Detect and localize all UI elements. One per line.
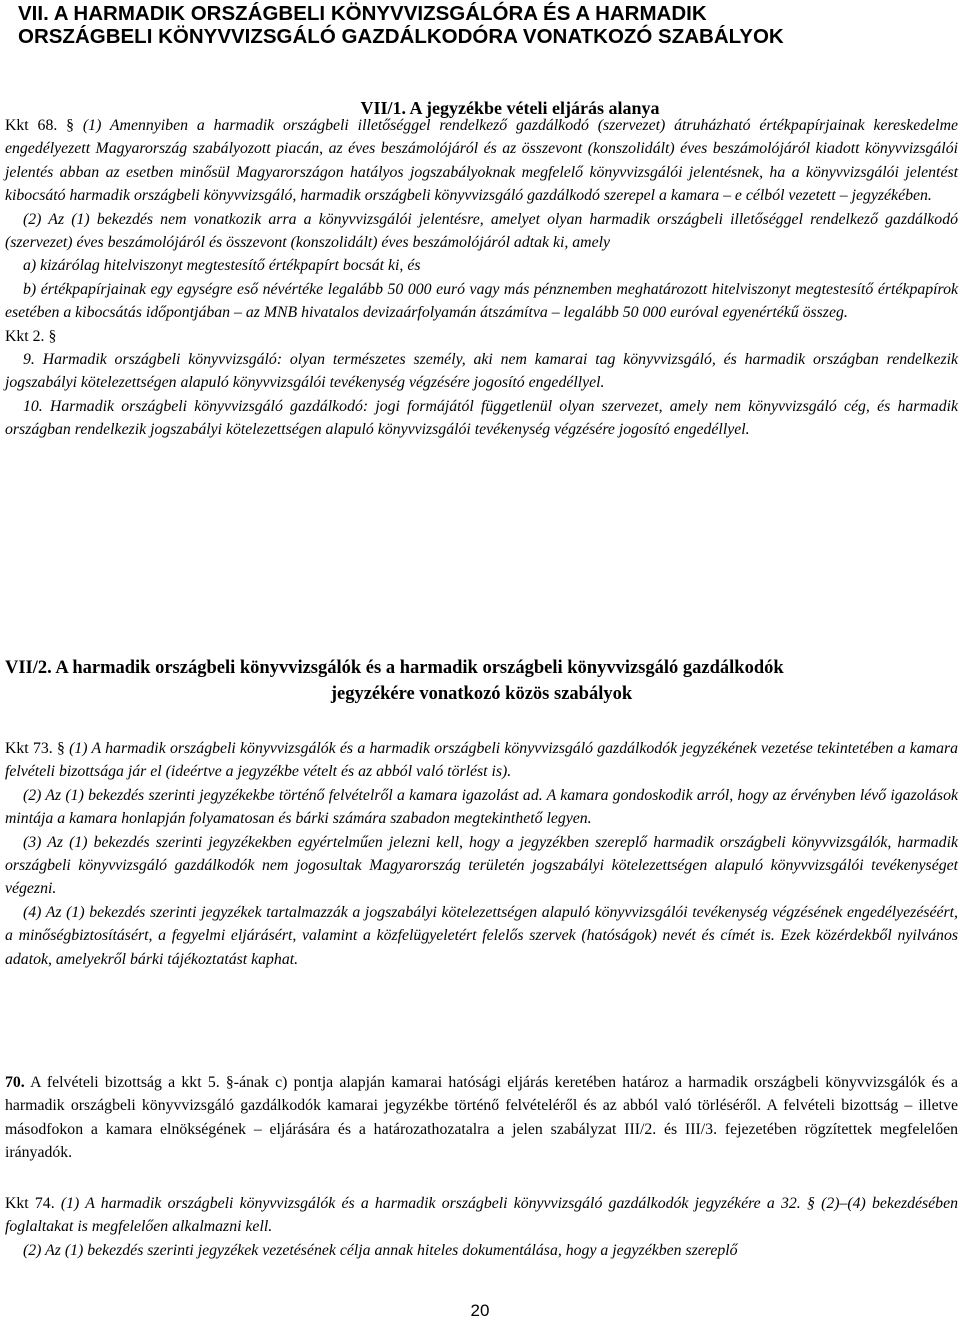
kkt73-paragraph-3: (3) Az (1) bekezdés szerinti jegyzékekben egyértelműen jelezni kell, hogy a jegyzékben szereplő harmadik országbeli könyvvizsgálók, harmadik országbeli könyvvizsgáló gazdálkodók nem jogosultak Magyarország területén jogszabályi kötelezettségen alapuló könyvvizsgálói tevékenységet végezni. — [5, 833, 958, 898]
section-heading-vii-2 — [5, 655, 958, 707]
section-heading-vii-1: VII/1. A jegyzékbe vételi eljárás alanya — [360, 98, 660, 118]
chapter-title-line-2: ORSZÁGBELI KÖNYVVIZSGÁLÓ GAZDÁLKODÓRA VONATKOZÓ SZABÁLYOK — [18, 25, 784, 48]
kkt73-block — [5, 737, 958, 971]
paragraph-70-number: 70. — [5, 1074, 25, 1091]
section-heading-vii-2-line-1: VII/2. A harmadik országbeli könyvvizsgálók és a harmadik országbeli könyvvizsgáló gazdálkodók — [5, 658, 784, 678]
paragraph-70: 70. A felvételi bizottság a kkt 5. §-ának c) pontja alapján kamarai hatósági eljárás keretében határoz a harmadik országbeli könyvvizsgálók és a harmadik országbeli könyvvizsgáló gazdálkodók kamarai jegyzékbe történő felvételéről és az abból való törléséről. A felvételi bizottság – illetve másodfokon a kamara elnökségének – eljárására és a határozathozatalra a jelen szabályzat III/2. és III/3. fejezetében rögzítettek megfelelően irányadók. — [5, 1074, 958, 1162]
kkt68-point-b: b) értékpapírjainak egy egységre eső névértéke legalább 50 000 euró vagy más pénznemben meghatározott hitelviszonyt megtestesítő értékpapírok esetében a kibocsátás időpontjában – az MNB hivatalos devizaárfolyamán átszámítva – legalább 50 000 euróval egyenértékű összeg. — [5, 280, 958, 322]
kkt73-paragraph-1: Kkt 73. § (1) A harmadik országbeli könyvvizsgálók és a harmadik országbeli könyvvizsgáló gazdálkodók jegyzékének vezetése tekintetében a kamara felvételi bizottsága jár el (ideértve a jegyzékbe vételt és az abból való törlést is). — [5, 740, 959, 781]
kkt74-paragraph-2: (2) Az (1) bekezdés szerinti jegyzékek vezetésének célja annak hiteles dokumentálása, hogy a jegyzékben szereplő — [23, 1241, 738, 1259]
chapter-title — [18, 2, 958, 48]
kkt68-block — [5, 114, 958, 442]
kkt74-block — [5, 1192, 958, 1262]
kkt68-paragraph-1: Kkt 68. § (1) Amennyiben a harmadik országbeli illetőséggel rendelkező gazdálkodó (szervezet) átruházható értékpapírjainak kereskedelme engedélyezett Magyarország szabályozott piacán, az éves beszámolójáról és az összevont (konszolidált) éves beszámolójáról kiadott könyvvizsgálói jelentés abban az esetben minősül Magyarországon hatályos jogszabályoknak megfelelő könyvvizsgálói jelentésnek, ha a könyvvizsgálói jelentést kibocsátó harmadik országbeli könyvvizsgáló, harmadik országbeli könyvvizsgáló gazdálkodó szerepel a kamara – e célból vezetett – jegyzékében. — [5, 117, 958, 205]
kkt2-reference: Kkt 2. § — [5, 327, 57, 345]
paragraph-70-block — [5, 1071, 958, 1165]
page-number: 20 — [470, 1301, 490, 1320]
kkt74-paragraph-1: Kkt 74. (1) A harmadik országbeli könyvvizsgálók és a harmadik országbeli könyvvizsgáló gazdálkodók jegyzékére a 32. § (2)–(4) bekezdésében foglaltakat is megfelelően alkalmazni kell. — [5, 1195, 958, 1236]
section-heading-vii-2-line-2: jegyzékére vonatkozó közös szabályok — [330, 684, 633, 704]
definition-10: 10. Harmadik országbeli könyvvizsgáló gazdálkodó: jogi formájától függetlenül olyan szervezet, amely nem könyvvizsgáló cég, és harmadik országban rendelkezik jogszabályi kötelezettségen alapuló könyvvizsgálói tevékenység végzésére jogosító engedéllyel. — [5, 397, 958, 439]
kkt73-paragraph-2: (2) Az (1) bekezdés szerinti jegyzékekbe történő felvételről a kamara igazolást ad. A kamara gondoskodik arról, hogy az érvényben lévő igazolások mintája a kamara honlapján folyamatosan és bárki számára szabadon megtekinthető legyen. — [5, 786, 958, 828]
definition-9: 9. Harmadik országbeli könyvvizsgáló: olyan természetes személy, aki nem kamarai tag könyvvizsgáló, és harmadik országban rendelkezik jogszabályi kötelezettségen alapuló könyvvizsgálói tevékenység végzésére jogosító engedéllyel. — [5, 351, 958, 392]
kkt68-point-a: a) kizárólag hitelviszonyt megtestesítő értékpapírt bocsát ki, és — [23, 257, 421, 275]
chapter-title-line-1: VII. A HARMADIK ORSZÁGBELI KÖNYVVIZSGÁLÓRA ÉS A HARMADIK — [18, 2, 707, 25]
kkt73-paragraph-4: (4) Az (1) bekezdés szerinti jegyzékek tartalmazzák a jogszabályi kötelezettségen alapuló könyvvizsgálói tevékenység végzésének engedélyezéséért, a minőségbiztosításért, a fegyelmi eljárásért, valamint a közfelügyeletért felelős szervek (hatóságok) nevét és címét is. Ezek közérdekből nyilvános adatok, amelyekről bárki tájékoztatást kaphat. — [5, 903, 958, 968]
kkt68-paragraph-2: (2) Az (1) bekezdés nem vonatkozik arra a könyvvizsgálói jelentésre, amelyet olyan harmadik országbeli illetőséggel rendelkező gazdálkodó (szervezet) éves beszámolójáról és összevont (konszolidált) éves beszámolójáról adtak ki, amely — [5, 210, 958, 252]
